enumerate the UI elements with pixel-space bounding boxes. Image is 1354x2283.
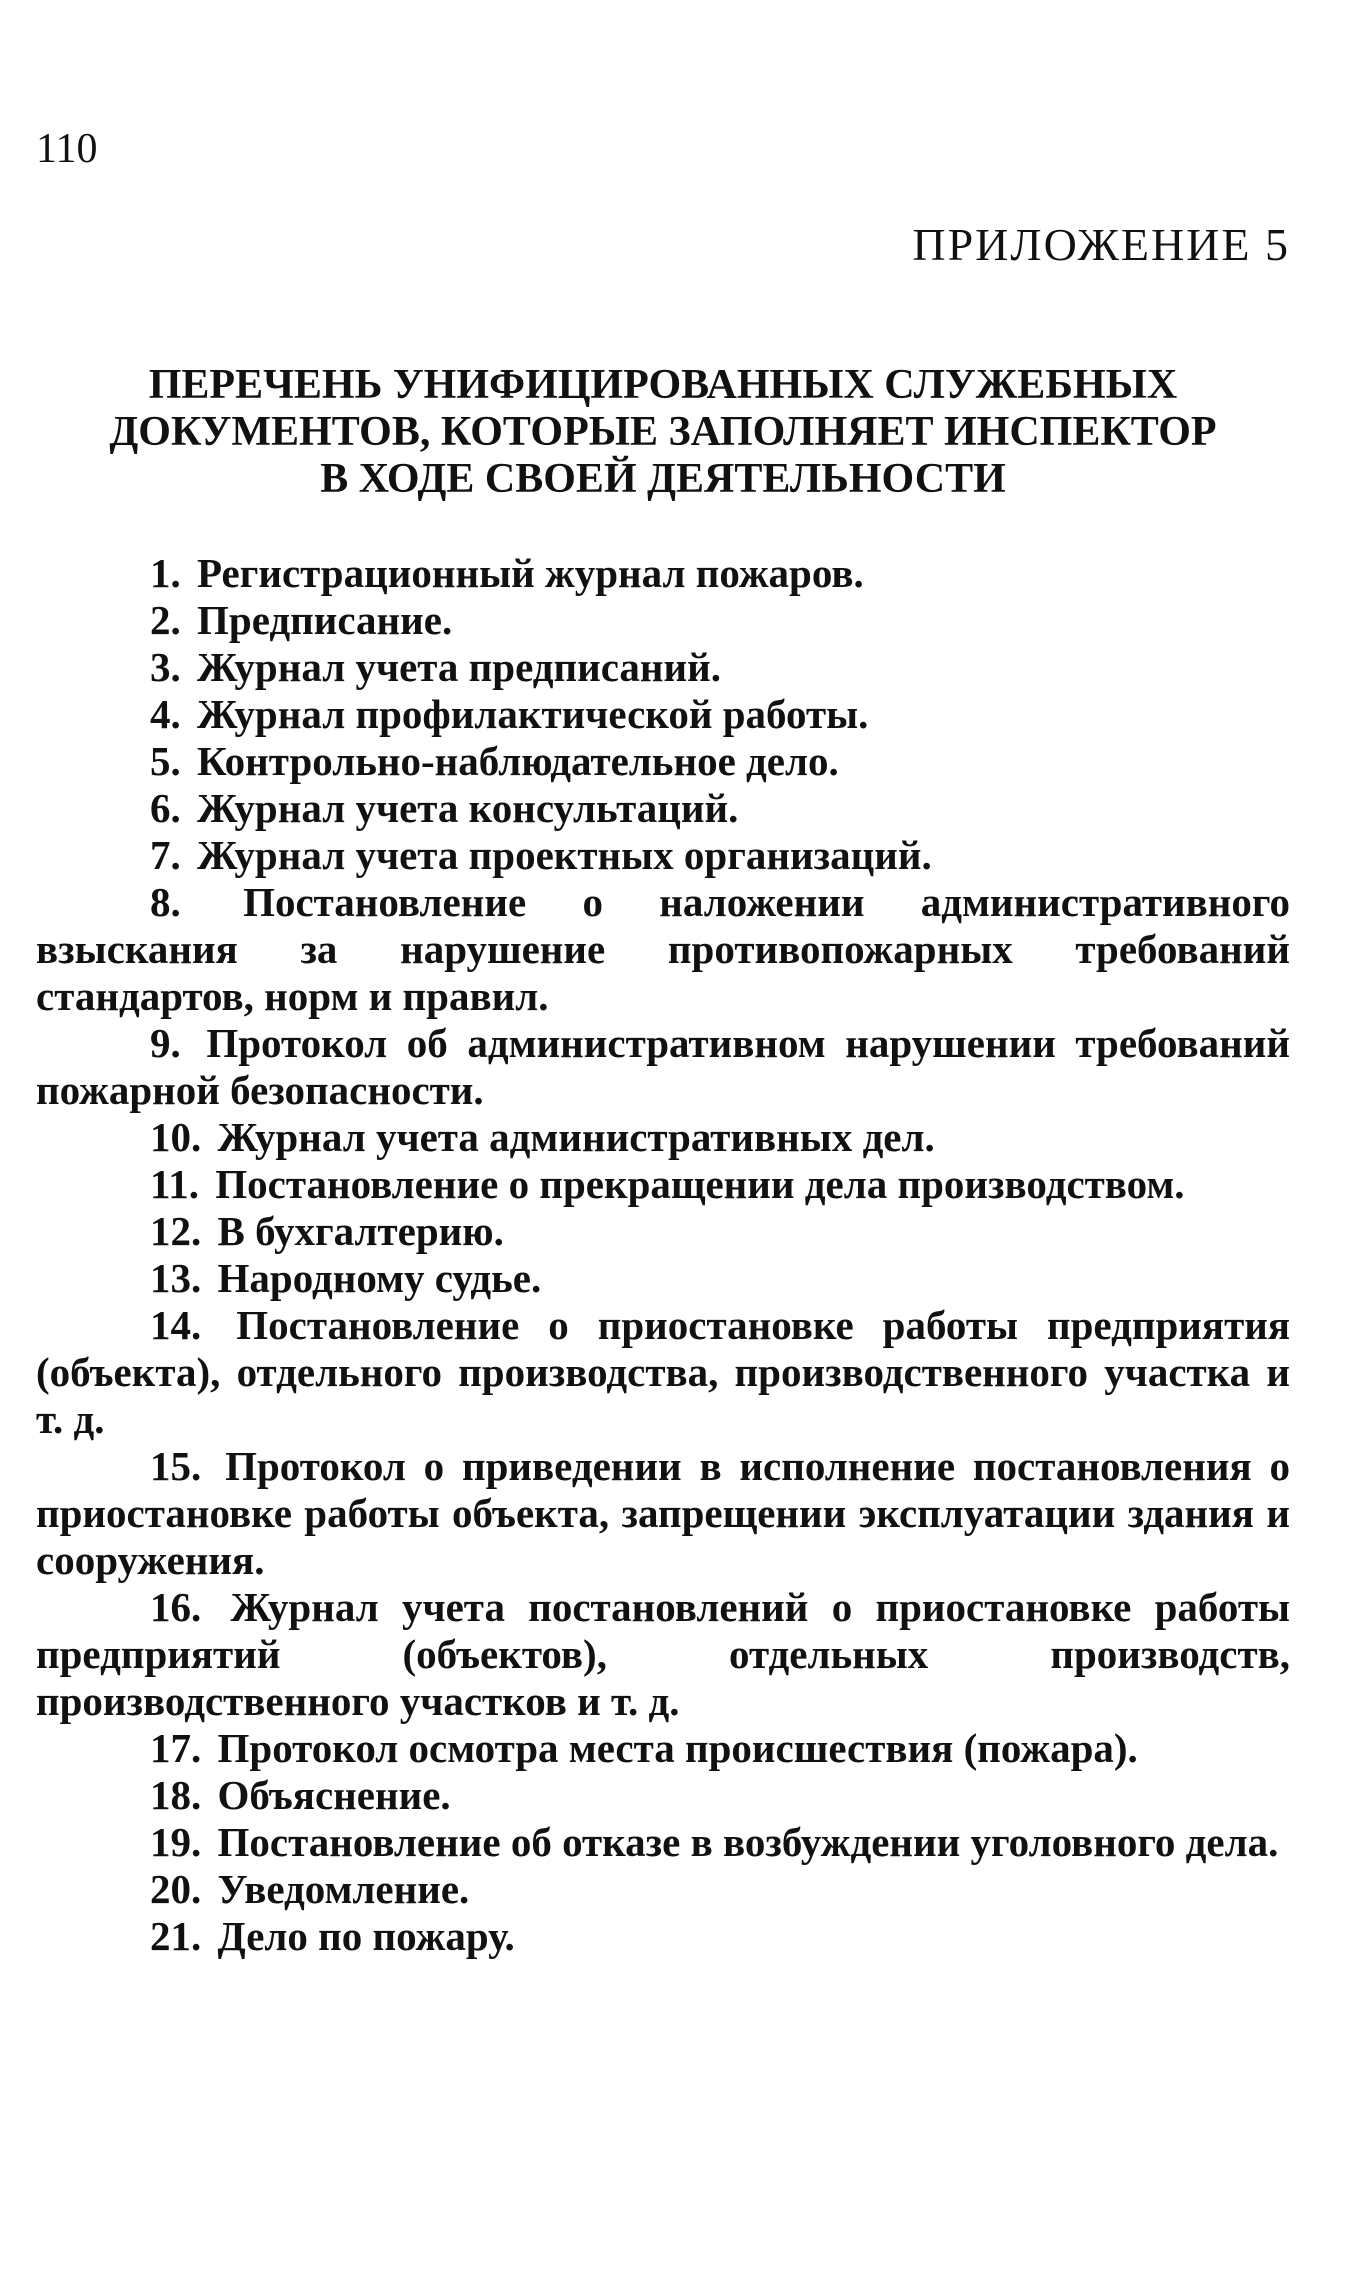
title-line: ПЕРЕЧЕНЬ УНИФИЦИРОВАННЫХ СЛУЖЕБНЫХ <box>148 362 1178 408</box>
item-number: 21. <box>150 1913 202 1959</box>
item-text: Журнал профилактической работы. <box>197 691 869 737</box>
list-item <box>36 1208 1290 1255</box>
document-list <box>36 550 1290 1960</box>
item-text: Уведомление. <box>217 1866 470 1912</box>
item-number: 1. <box>150 550 181 596</box>
item-number: 11. <box>150 1161 199 1207</box>
item-text: Протокол осмотра места происшествия (пожара). <box>217 1725 1138 1771</box>
item-number: 10. <box>150 1114 202 1160</box>
item-text: Журнал учета административных дел. <box>217 1114 935 1160</box>
page-number: 110 <box>36 126 98 172</box>
list-item <box>36 879 1290 1020</box>
list-item <box>36 1020 1290 1114</box>
list-item <box>36 1443 1290 1584</box>
list-item <box>36 644 1290 691</box>
item-text: Журнал учета консультаций. <box>197 785 739 831</box>
list-item <box>36 1161 1290 1208</box>
appendix-heading: ПРИЛОЖЕНИЕ 5 <box>912 219 1290 270</box>
item-text: В бухгалтерию. <box>217 1208 504 1254</box>
list-item <box>36 785 1290 832</box>
item-text: Журнал учета проектных организаций. <box>197 832 932 878</box>
list-item <box>36 691 1290 738</box>
item-text: Журнал учета постановлений о приостановке работы предприятий (объектов), отдельных производств, производственного участков и т. д. <box>36 1584 1291 1724</box>
list-item <box>36 1772 1290 1819</box>
item-text: Журнал учета предписаний. <box>197 644 722 690</box>
title-line: ДОКУМЕНТОВ, КОТОРЫЕ ЗАПОЛНЯЕТ ИНСПЕКТОР <box>109 409 1217 455</box>
item-number: 7. <box>150 832 181 878</box>
list-item <box>36 1584 1290 1725</box>
list-item <box>36 1866 1290 1913</box>
item-number: 15. <box>150 1443 202 1489</box>
item-text: Постановление о наложении административного взыскания за нарушение противопожарных требований стандартов, норм и правил. <box>36 879 1291 1019</box>
item-text: Народному судье. <box>217 1255 542 1301</box>
item-number: 5. <box>150 738 181 784</box>
list-item <box>36 1255 1290 1302</box>
item-number: 8. <box>150 879 181 925</box>
item-text: Постановление об отказе в возбуждении уголовного дела. <box>217 1819 1279 1865</box>
item-number: 17. <box>150 1725 202 1771</box>
item-number: 6. <box>150 785 181 831</box>
item-text: Протокол об административном нарушении требований пожарной безопасности. <box>36 1020 1291 1113</box>
item-text: Постановление о приостановке работы предприятия (объекта), отдельного производства, производственного участка и т. д. <box>36 1302 1291 1442</box>
document-title <box>36 362 1290 503</box>
item-text: Предписание. <box>197 597 453 643</box>
item-number: 16. <box>150 1584 202 1630</box>
item-text: Дело по пожару. <box>217 1913 515 1959</box>
list-item <box>36 1302 1290 1443</box>
item-number: 19. <box>150 1819 202 1865</box>
item-number: 18. <box>150 1772 202 1818</box>
item-text: Постановление о прекращении дела производством. <box>215 1161 1185 1207</box>
list-item <box>36 597 1290 644</box>
list-item <box>36 1114 1290 1161</box>
item-text: Объяснение. <box>217 1772 451 1818</box>
list-item <box>36 1913 1290 1960</box>
list-item <box>36 1819 1290 1866</box>
list-item <box>36 550 1290 597</box>
item-number: 13. <box>150 1255 202 1301</box>
list-item <box>36 1725 1290 1772</box>
item-text: Регистрационный журнал пожаров. <box>197 550 864 596</box>
item-number: 4. <box>150 691 181 737</box>
list-item <box>36 738 1290 785</box>
item-number: 3. <box>150 644 181 690</box>
item-number: 20. <box>150 1866 202 1912</box>
item-text: Контрольно-наблюдательное дело. <box>197 738 839 784</box>
item-number: 2. <box>150 597 181 643</box>
item-number: 14. <box>150 1302 202 1348</box>
item-text: Протокол о приведении в исполнение постановления о приостановке работы объекта, запрещении эксплуатации здания и сооружения. <box>36 1443 1290 1583</box>
list-item <box>36 832 1290 879</box>
title-line: В ХОДЕ СВОЕЙ ДЕЯТЕЛЬНОСТИ <box>320 456 1006 502</box>
item-number: 9. <box>150 1020 181 1066</box>
item-number: 12. <box>150 1208 202 1254</box>
